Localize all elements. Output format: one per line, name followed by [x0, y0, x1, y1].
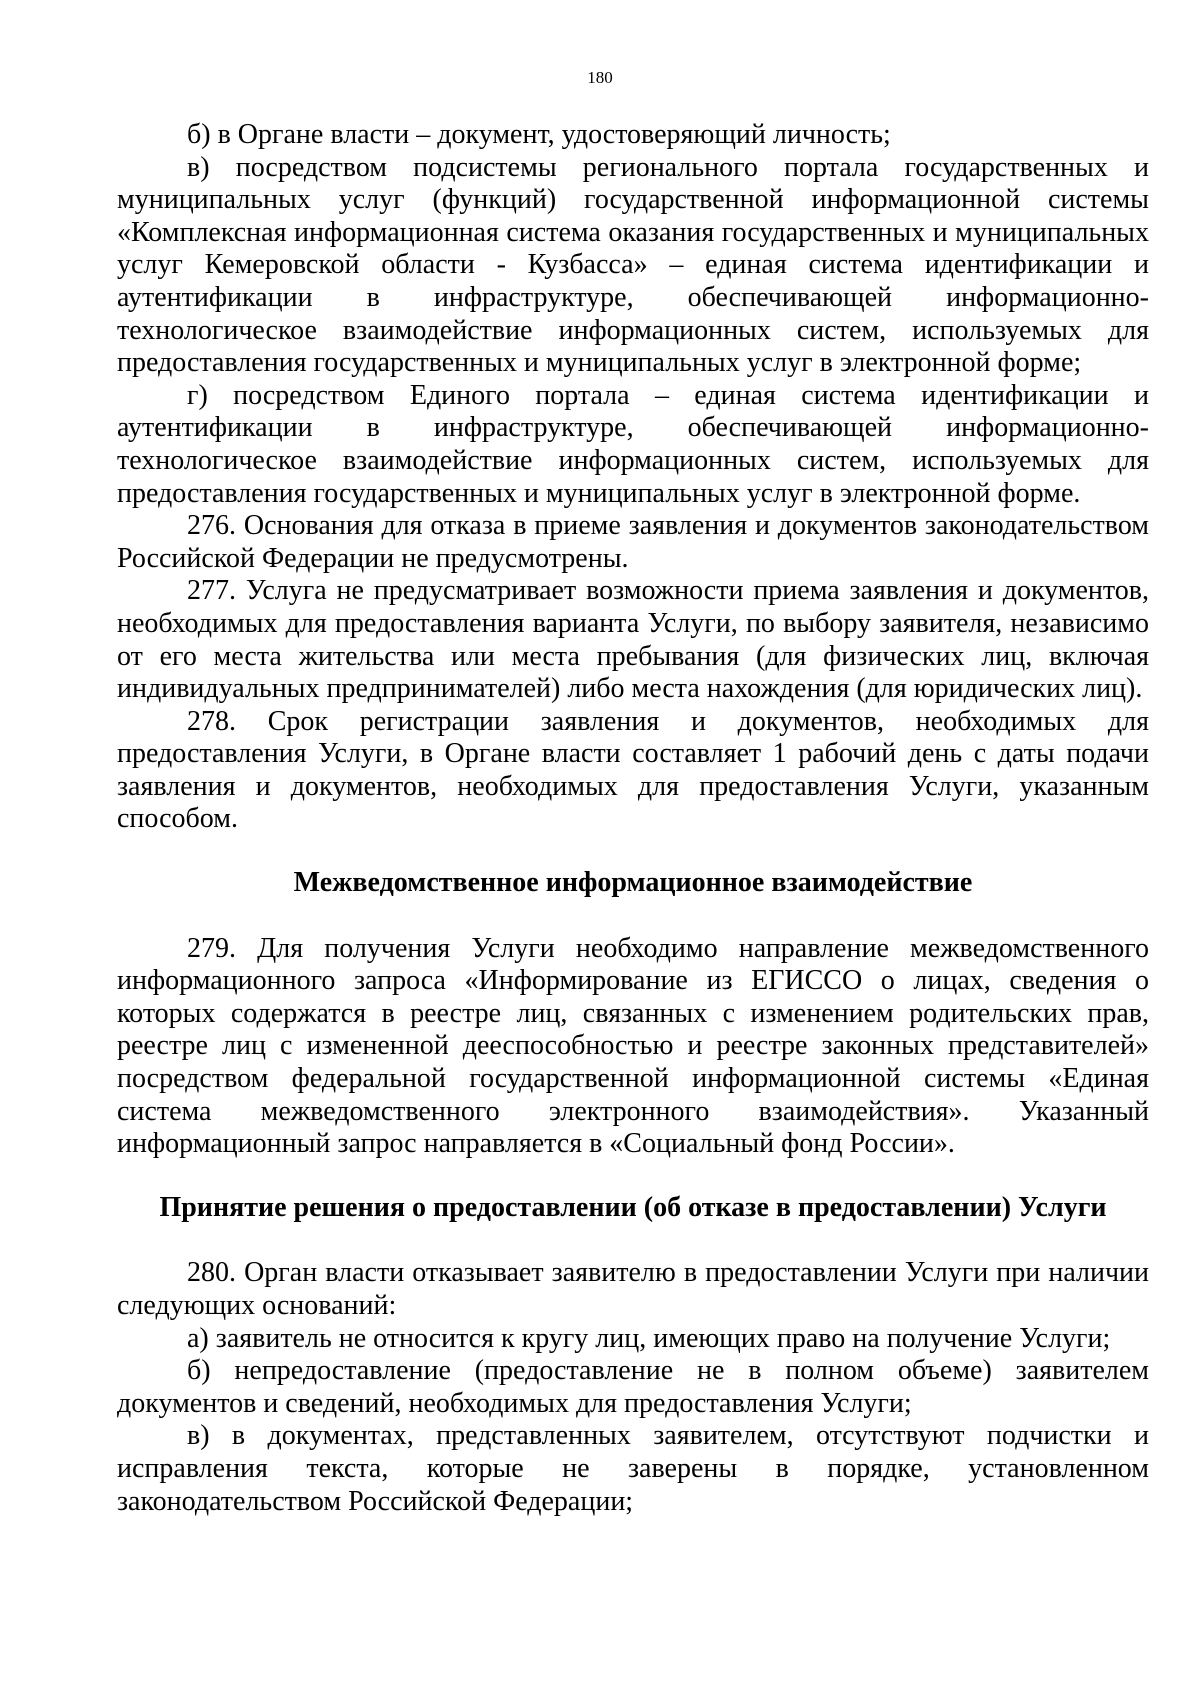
paragraph-280-b: б) непредоставление (предоставление не в полном объеме) заявителем документов и сведений, необходимых для предоставления Услуги;	[117, 1355, 1149, 1419]
paragraph-v-regional-portal: в) посредством подсистемы регионального портала государственных и муниципальных услуг (функций) государственной информационной системы «Комплексная информационная система оказания государственных и муниципальных услуг Кемеровской области - Кузбасса» – единая система идентификации и аутентификации в инфраструктуре, обеспечивающей информационно-технологическое взаимодействие информационных систем, используемых для предоставления государственных и муниципальных услуг в электронной форме;	[117, 151, 1149, 379]
page-number: 180	[587, 68, 613, 87]
document-body	[117, 119, 1149, 1518]
section-heading-decision: Принятие решения о предоставлении (об отказе в предоставлении) Услуги	[159, 1191, 1107, 1223]
paragraph-280-a: а) заявитель не относится к кругу лиц, имеющих право на получение Услуги;	[187, 1322, 1111, 1354]
paragraph-276: 276. Основания для отказа в приеме заявления и документов законодательством Российской Федерации не предусмотрены.	[117, 510, 1149, 574]
paragraph-278: 278. Срок регистрации заявления и документов, необходимых для предоставления Услуги, в Органе власти составляет 1 рабочий день с даты подачи заявления и документов, необходимых для предоставления Услуги, указанным способом.	[117, 705, 1149, 835]
paragraph-280-v: в) в документах, представленных заявителем, отсутствуют подчистки и исправления текста, которые не заверены в порядке, установленном законодательством Российской Федерации;	[117, 1420, 1149, 1517]
section-heading-interagency: Межведомственное информационное взаимодействие	[293, 867, 973, 899]
paragraph-g-unified-portal: г) посредством Единого портала – единая система идентификации и аутентификации в инфраструктуре, обеспечивающей информационно-технологическое взаимодействие информационных систем, используемых для предоставления государственных и муниципальных услуг в электронной форме.	[117, 379, 1149, 509]
paragraph-277: 277. Услуга не предусматривает возможности приема заявления и документов, необходимых для предоставления варианта Услуги, по выбору заявителя, независимо от его места жительства или места пребывания (для физических лиц, включая индивидуальных предпринимателей) либо места нахождения (для юридических лиц).	[117, 575, 1149, 705]
paragraph-b-identity-document: б) в Органе власти – документ, удостоверяющий личность;	[187, 119, 891, 150]
paragraph-280: 280. Орган власти отказывает заявителю в предоставлении Услуги при наличии следующих оснований:	[117, 1257, 1149, 1321]
paragraph-279: 279. Для получения Услуги необходимо направление межведомственного информационного запроса «Информирование из ЕГИССО о лицах, сведения о которых содержатся в реестре лиц, связанных с изменением родительских прав, реестре лиц с измененной дееспособностью и реестре законных представителей» посредством федеральной государственной информационной системы «Единая система межведомственного электронного взаимодействия». Указанный информационный запрос направляется в «Социальный фонд России».	[117, 932, 1149, 1160]
